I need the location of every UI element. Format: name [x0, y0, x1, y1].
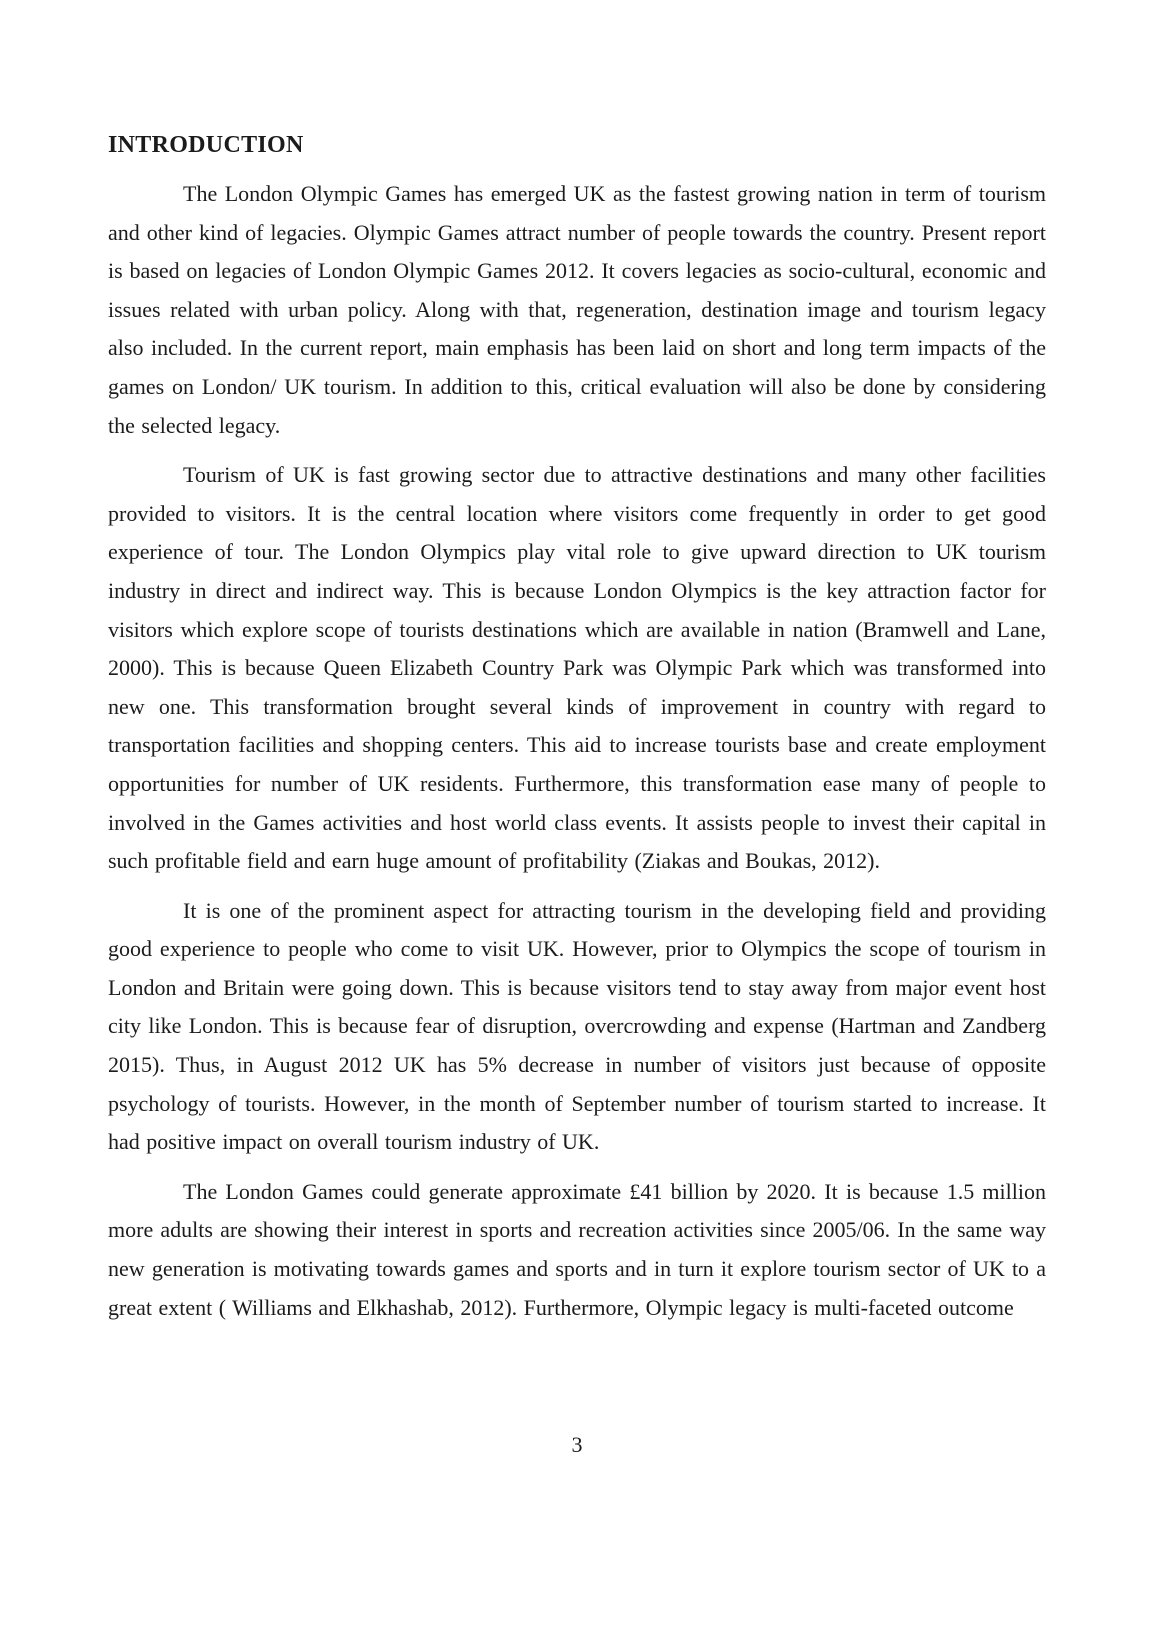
paragraph-london-games-revenue: The London Games could generate approximate £41 billion by 2020. It is because 1.5 million more adults are showing their interest in sports and recreation activities since 2005/06. In the same way new generation is motivating towards games and sports and in turn it explore tourism sector of UK to a great extent ( Williams and Elkhashab, 2012). Furthermore, Olympic legacy is multi-faceted outcome: [108, 1178, 1046, 1320]
page-content: [108, 131, 1046, 1338]
page-number: 3: [571, 1432, 583, 1457]
paragraph-intro-overview: The London Olympic Games has emerged UK as the fastest growing nation in term of tourism and other kind of legacies. Olympic Games attract number of people towards the country. Present report is based on legacies of London Olympic Games 2012. It covers legacies as socio-cultural, economic and issues related with urban policy. Along with that, regeneration, destination image and tourism legacy also included. In the current report, main emphasis has been laid on short and long term impacts of the games on London/ UK tourism. In addition to this, critical evaluation will also be done by considering the selected legacy.: [108, 181, 1046, 438]
paragraph-tourism-decline: It is one of the prominent aspect for attracting tourism in the developing field and providing good experience to people who come to visit UK. However, prior to Olympics the scope of tourism in London and Britain were going down. This is because visitors tend to stay away from major event host city like London. This is because fear of disruption, overcrowding and expense (Hartman and Zandberg 2015). Thus, in August 2012 UK has 5% decrease in number of visitors just because of opposite psychology of tourists. However, in the month of September number of tourism started to increase. It had positive impact on overall tourism industry of UK.: [108, 897, 1046, 1155]
section-heading: INTRODUCTION: [108, 132, 304, 158]
paragraph-tourism-growth: Tourism of UK is fast growing sector due to attractive destinations and many other facilities provided to visitors. It is the central location where visitors come frequently in order to get good experience of tour. The London Olympics play vital role to give upward direction to UK tourism industry in direct and indirect way. This is because London Olympics is the key attraction factor for visitors which explore scope of tourists destinations which are available in nation (Bramwell and Lane, 2000). This is because Queen Elizabeth Country Park was Olympic Park which was transformed into new one. This transformation brought several kinds of improvement in country with regard to transportation facilities and shopping centers. This aid to increase tourists base and create employment opportunities for number of UK residents. Furthermore, this transformation ease many of people to involved in the Games activities and host world class events. It assists people to invest their capital in such profitable field and earn huge amount of profitability (Ziakas and Boukas, 2012).: [108, 462, 1046, 874]
